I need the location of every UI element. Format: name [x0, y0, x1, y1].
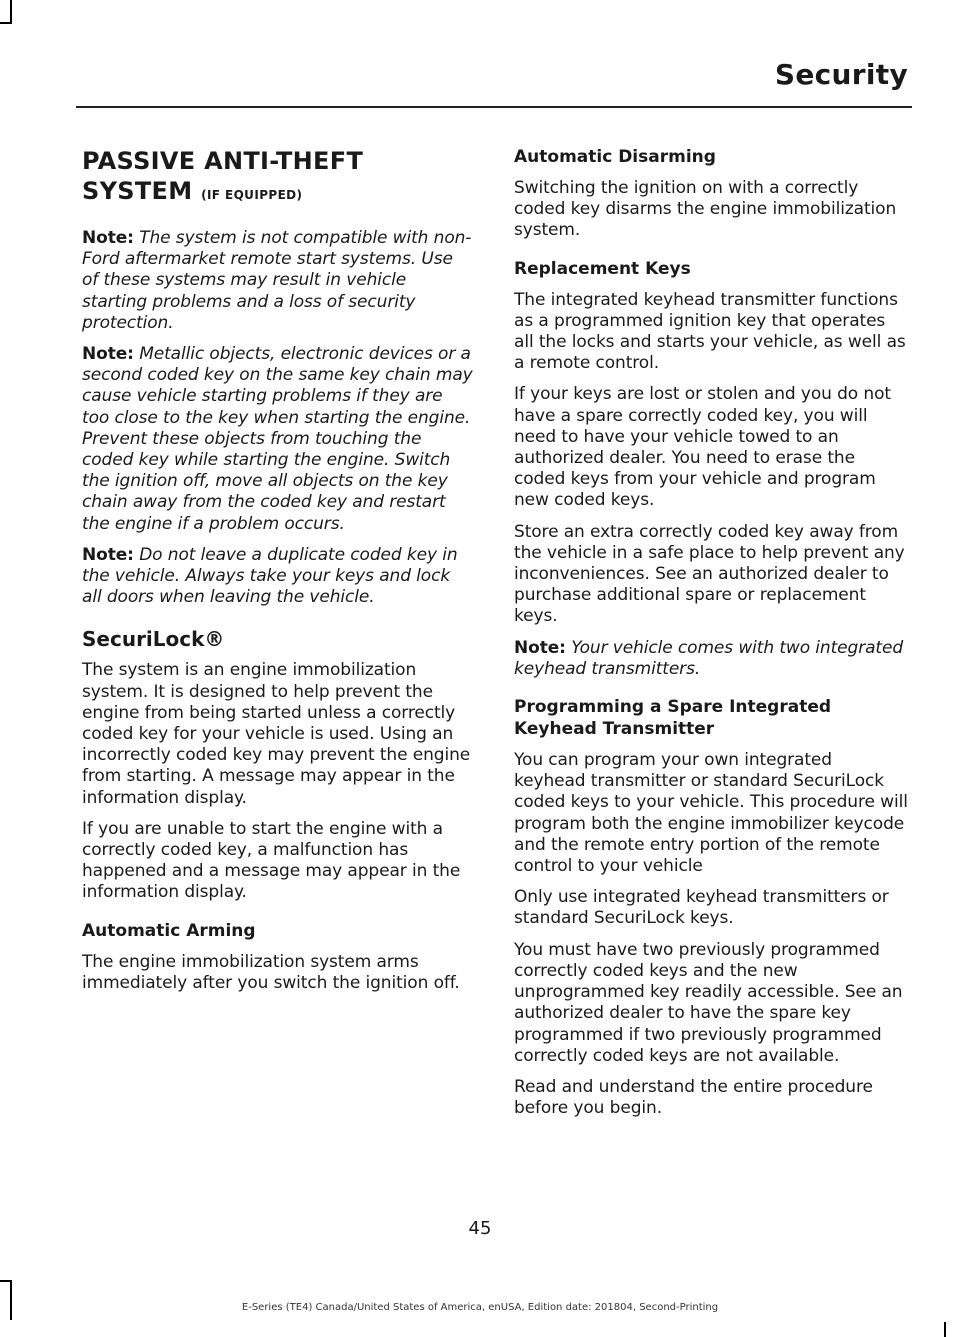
- paragraph: The system is an engine immobilization system. It is designed to help prevent the engine from being started unless a correctly coded key for your vehicle is used. Using an incorrectly coded key may prevent the engine from starting. A message may appear in the information display.: [82, 660, 471, 808]
- paragraph: You can program your own integrated keyhead transmitter or standard SecuriLock coded keys to your vehicle. This procedure will program both the engine immobilizer keycode and the remote entry portion of the remote control to your vehicle: [514, 750, 908, 877]
- paragraph: The integrated keyhead transmitter functions as a programmed ignition key that operates all the locks and starts your vehicle, as well as a remote control.: [514, 289, 906, 374]
- paragraph: The engine immobilization system arms immediately after you switch the ignition off.: [82, 951, 460, 993]
- paragraph: You must have two previously programmed correctly coded keys and the new unprogrammed key readily accessible. See an authorized dealer to have the spare key programmed if two previously programmed correctly coded keys are not available.: [514, 939, 903, 1066]
- note-text: Metallic objects, electronic devices or a second coded key on the same key chain may cause vehicle starting problems if they are too close to the key when starting the engine. Prevent these objects from touching the coded key while starting the engine. Switch the ignition off, move all objects on the key chain away from the coded key and restart the engine if a problem occurs.: [82, 344, 473, 534]
- note-metallic-objects: [82, 344, 474, 535]
- page-header-title: Security: [774, 58, 908, 91]
- paragraph: If you are unable to start the engine with a correctly coded key, a malfunction has happened and a message may appear in the information display.: [82, 818, 461, 903]
- note-text: Do not leave a duplicate coded key in the vehicle. Always take your keys and lock all doors when leaving the vehicle.: [82, 544, 458, 608]
- section-heading-passive-anti-theft: [82, 146, 474, 210]
- paragraph: Only use integrated keyhead transmitters or standard SecuriLock keys.: [514, 887, 889, 929]
- note-two-transmitters: [514, 638, 908, 680]
- crop-mark-bottom-left-h: [0, 1280, 12, 1282]
- note-duplicate-key: [82, 545, 474, 609]
- note-compatibility: [82, 228, 474, 334]
- header-divider: [76, 106, 912, 108]
- heading-suffix: (IF EQUIPPED): [201, 188, 303, 202]
- subheading-automatic-arming: Automatic Arming: [82, 920, 256, 941]
- crop-mark-bottom-left-v: [10, 1280, 12, 1320]
- subheading-programming-spare: Programming a Spare Integrated Keyhead Transmitter: [514, 697, 832, 740]
- note-label: Note:: [82, 228, 134, 248]
- paragraph: Store an extra correctly coded key away from the vehicle in a safe place to help prevent any inconveniences. See an authorized dealer to purchase additional spare or replacement keys.: [514, 521, 905, 627]
- paragraph: If your keys are lost or stolen and you do not have a spare correctly coded key, you will need to have your vehicle towed to an authorized dealer. You need to erase the coded keys from your vehicle and program new coded keys.: [514, 384, 891, 511]
- edition-footer: E-Series (TE4) Canada/United States of America, enUSA, Edition date: 201804, Second-Printing: [241, 1302, 719, 1313]
- right-column: [514, 146, 908, 1129]
- crop-mark-bottom-right-v: [944, 1322, 946, 1337]
- heading-text: PASSIVE ANTI-THEFT SYSTEM: [82, 147, 364, 205]
- subheading-automatic-disarming: Automatic Disarming: [514, 147, 716, 167]
- crop-mark-top-left-h: [0, 22, 12, 24]
- note-label: Note:: [82, 344, 134, 365]
- note-text: Your vehicle comes with two integrated keyhead transmitters.: [514, 637, 904, 679]
- page-number: 45: [468, 1218, 492, 1239]
- note-text: The system is not compatible with non-Ford aftermarket remote start systems. Use of these systems may result in vehicle starting problems and a loss of security protection.: [82, 228, 472, 333]
- note-label: Note:: [514, 637, 566, 658]
- subheading-replacement-keys: Replacement Keys: [514, 258, 691, 279]
- paragraph: Switching the ignition on with a correctly coded key disarms the engine immobilization system.: [514, 178, 897, 241]
- paragraph: Read and understand the entire procedure before you begin.: [514, 1076, 873, 1119]
- crop-mark-top-left-v: [10, 0, 12, 22]
- left-column: [82, 146, 474, 1004]
- note-label: Note:: [82, 544, 134, 565]
- subheading-securilock: SecuriLock®: [82, 627, 225, 652]
